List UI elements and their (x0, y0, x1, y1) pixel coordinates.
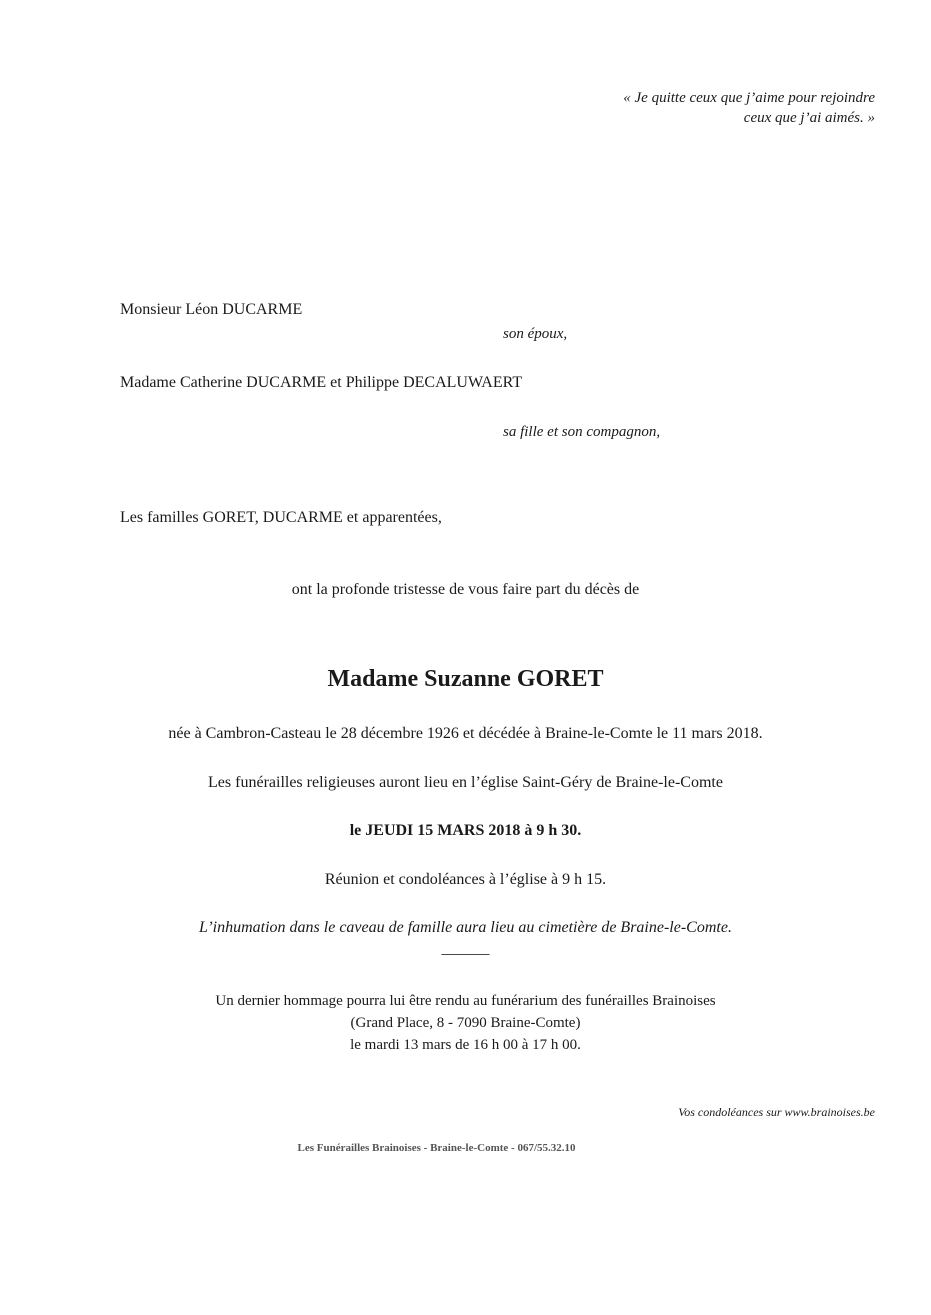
separator-line: ______ (441, 940, 490, 957)
tribute-line-1: Un dernier hommage pourra lui être rendu au funérarium des funérailles Brainoises (215, 993, 716, 1009)
daughter-name: Madame Catherine DUCARME et Philippe DECALUWAERT (120, 374, 523, 391)
epigraph-line-2: ceux que j’ai aimés. » (743, 110, 875, 126)
gathering-line: Réunion et condoléances à l’église à 9 h 15. (324, 871, 607, 888)
deceased-name: Madame Suzanne GORET (327, 666, 604, 692)
tribute-block (0, 990, 931, 1056)
condolences-note: Vos condoléances sur www.brainoises.be (678, 1105, 875, 1119)
funeral-home-footer: Les Funérailles Brainoises - Braine-le-Comte - 067/55.32.10 (297, 1142, 576, 1154)
daughter-role: sa fille et son compagnon, (503, 424, 661, 440)
announcement-line: ont la profonde tristesse de vous faire part du décès de (291, 581, 640, 598)
epigraph-line-1: « Je quitte ceux que j’aime pour rejoindre (623, 90, 875, 106)
husband-name: Monsieur Léon DUCARME (120, 301, 303, 318)
ceremony-datetime: le JEUDI 15 MARS 2018 à 9 h 30. (349, 822, 582, 839)
epigraph-quote (623, 88, 875, 128)
birth-death-line: née à Cambron-Casteau le 28 décembre 1926 et décédée à Braine-le-Comte le 11 mars 2018. (168, 725, 763, 742)
tribute-line-2: (Grand Place, 8 - 7090 Braine-Comte) (350, 1015, 581, 1031)
tribute-line-3: le mardi 13 mars de 16 h 00 à 17 h 00. (350, 1037, 581, 1053)
ceremony-line: Les funérailles religieuses auront lieu en l’église Saint-Géry de Braine-le-Comte (208, 774, 723, 791)
burial-line: L’inhumation dans le caveau de famille aura lieu au cimetière de Braine-le-Comte. (199, 919, 732, 936)
families-line: Les familles GORET, DUCARME et apparentées, (120, 509, 442, 526)
husband-role: son époux, (503, 326, 568, 342)
